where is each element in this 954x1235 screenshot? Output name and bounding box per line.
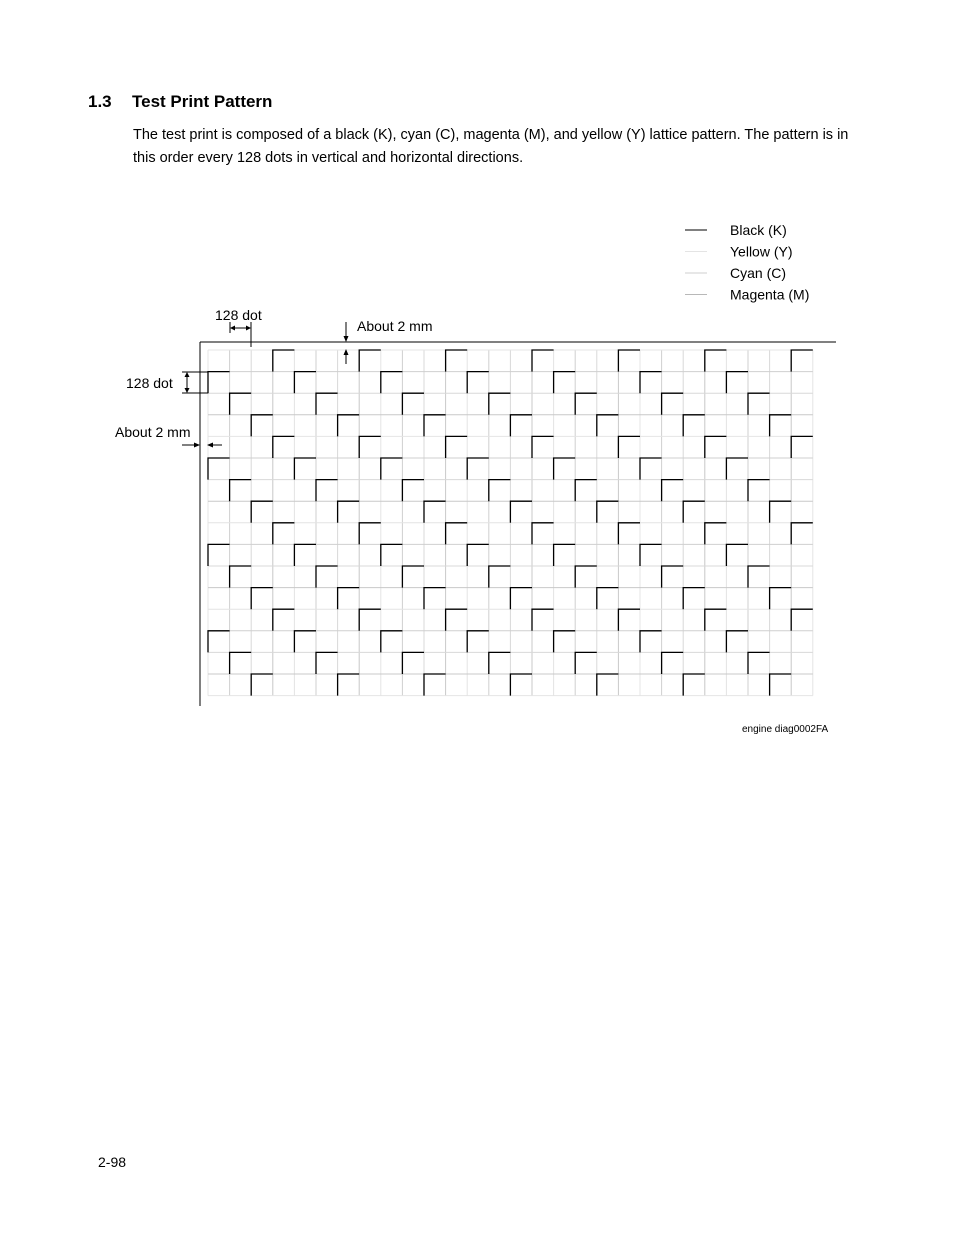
- black-step: [575, 652, 597, 674]
- black-step: [532, 609, 554, 631]
- black-step: [510, 415, 532, 437]
- black-step: [489, 566, 511, 588]
- black-step: [726, 372, 748, 394]
- black-step: [791, 609, 813, 631]
- black-step: [294, 458, 316, 480]
- black-step: [662, 480, 684, 502]
- legend-label-3: Magenta (M): [730, 286, 810, 303]
- black-step: [683, 588, 705, 610]
- black-step: [251, 415, 273, 437]
- black-step: [402, 480, 424, 502]
- black-step: [618, 609, 640, 631]
- black-step: [381, 458, 403, 480]
- black-step: [338, 674, 360, 696]
- black-step: [251, 674, 273, 696]
- black-step: [748, 480, 770, 502]
- black-step: [359, 523, 381, 545]
- section-title: Test Print Pattern: [132, 92, 273, 111]
- black-step: [359, 350, 381, 372]
- section-description: The test print is composed of a black (K), cyan (C), magenta (M), and yellow (Y) lattice pattern. The pattern is in this order every 128 dots in vertical and horizontal directions.: [133, 127, 849, 166]
- dim-128dot-vertical-label: 128 dot: [126, 375, 173, 391]
- black-step: [705, 350, 727, 372]
- black-step: [230, 393, 252, 415]
- black-step: [597, 501, 619, 523]
- black-step: [770, 415, 792, 437]
- black-step: [575, 480, 597, 502]
- black-step: [532, 436, 554, 458]
- black-step: [424, 588, 446, 610]
- black-step: [662, 652, 684, 674]
- black-step: [510, 588, 532, 610]
- black-step: [532, 350, 554, 372]
- black-step: [402, 566, 424, 588]
- black-step: [424, 674, 446, 696]
- black-step: [554, 544, 576, 566]
- black-step: [446, 609, 468, 631]
- black-step: [510, 501, 532, 523]
- black-step: [273, 350, 295, 372]
- black-step: [424, 415, 446, 437]
- black-step: [705, 609, 727, 631]
- black-step: [683, 674, 705, 696]
- black-step: [251, 501, 273, 523]
- black-step: [446, 523, 468, 545]
- black-step: [640, 631, 662, 653]
- legend-label-2: Cyan (C): [730, 265, 787, 281]
- black-step: [446, 436, 468, 458]
- black-step: [618, 436, 640, 458]
- black-step: [489, 480, 511, 502]
- black-step: [381, 372, 403, 394]
- black-step: [359, 609, 381, 631]
- dim-128dot-horizontal: [230, 322, 251, 347]
- black-step: [554, 458, 576, 480]
- black-step: [510, 674, 532, 696]
- black-step: [597, 674, 619, 696]
- section-number: 1.3: [88, 92, 112, 111]
- black-step: [273, 523, 295, 545]
- black-step: [489, 393, 511, 415]
- black-step: [662, 566, 684, 588]
- black-step: [640, 544, 662, 566]
- black-step: [726, 631, 748, 653]
- black-step: [316, 480, 338, 502]
- black-step: [359, 436, 381, 458]
- dim-about-2mm-left-label: About 2 mm: [115, 424, 191, 440]
- black-step: [748, 566, 770, 588]
- black-step: [273, 609, 295, 631]
- black-step: [467, 544, 489, 566]
- black-step: [467, 372, 489, 394]
- dim-about-2mm-top: [344, 322, 349, 364]
- black-step: [230, 480, 252, 502]
- black-step: [683, 415, 705, 437]
- black-step: [208, 458, 230, 480]
- black-step: [424, 501, 446, 523]
- black-step: [294, 372, 316, 394]
- black-step: [532, 523, 554, 545]
- black-step: [338, 501, 360, 523]
- black-step: [467, 631, 489, 653]
- black-step: [705, 523, 727, 545]
- black-step: [467, 458, 489, 480]
- page-number: 2-98: [98, 1154, 127, 1170]
- legend-label-0: Black (K): [730, 222, 787, 238]
- black-step: [273, 436, 295, 458]
- black-step: [791, 523, 813, 545]
- black-step: [338, 415, 360, 437]
- black-step: [230, 652, 252, 674]
- black-step: [446, 350, 468, 372]
- black-step: [748, 652, 770, 674]
- black-step: [597, 588, 619, 610]
- black-step: [705, 436, 727, 458]
- dim-128dot-vertical: [182, 372, 208, 393]
- black-step: [402, 393, 424, 415]
- black-step: [770, 674, 792, 696]
- black-step: [726, 458, 748, 480]
- black-step: [381, 544, 403, 566]
- black-step: [618, 350, 640, 372]
- black-step: [338, 588, 360, 610]
- black-step: [640, 372, 662, 394]
- black-step: [294, 631, 316, 653]
- black-step: [770, 501, 792, 523]
- black-step: [230, 566, 252, 588]
- black-step: [726, 544, 748, 566]
- black-step: [402, 652, 424, 674]
- black-step: [683, 501, 705, 523]
- black-step: [618, 523, 640, 545]
- black-step: [597, 415, 619, 437]
- legend-label-1: Yellow (Y): [730, 243, 793, 260]
- legend: [685, 222, 809, 303]
- black-step: [294, 544, 316, 566]
- black-step: [791, 350, 813, 372]
- black-step: [316, 566, 338, 588]
- black-step: [381, 631, 403, 653]
- black-step: [554, 631, 576, 653]
- black-step: [770, 588, 792, 610]
- black-step: [489, 652, 511, 674]
- black-step: [251, 588, 273, 610]
- black-step: [316, 652, 338, 674]
- black-step: [575, 566, 597, 588]
- black-step: [208, 544, 230, 566]
- dim-128dot-horizontal-label: 128 dot: [215, 307, 262, 323]
- black-step: [208, 631, 230, 653]
- dim-about-2mm-top-label: About 2 mm: [357, 318, 433, 334]
- black-step: [575, 393, 597, 415]
- black-step: [208, 372, 230, 394]
- black-step: [748, 393, 770, 415]
- figure-id: engine diag0002FA: [742, 724, 829, 735]
- black-step: [662, 393, 684, 415]
- dim-about-2mm-left: [182, 443, 222, 448]
- black-step: [640, 458, 662, 480]
- black-step: [791, 436, 813, 458]
- black-step: [554, 372, 576, 394]
- black-step: [316, 393, 338, 415]
